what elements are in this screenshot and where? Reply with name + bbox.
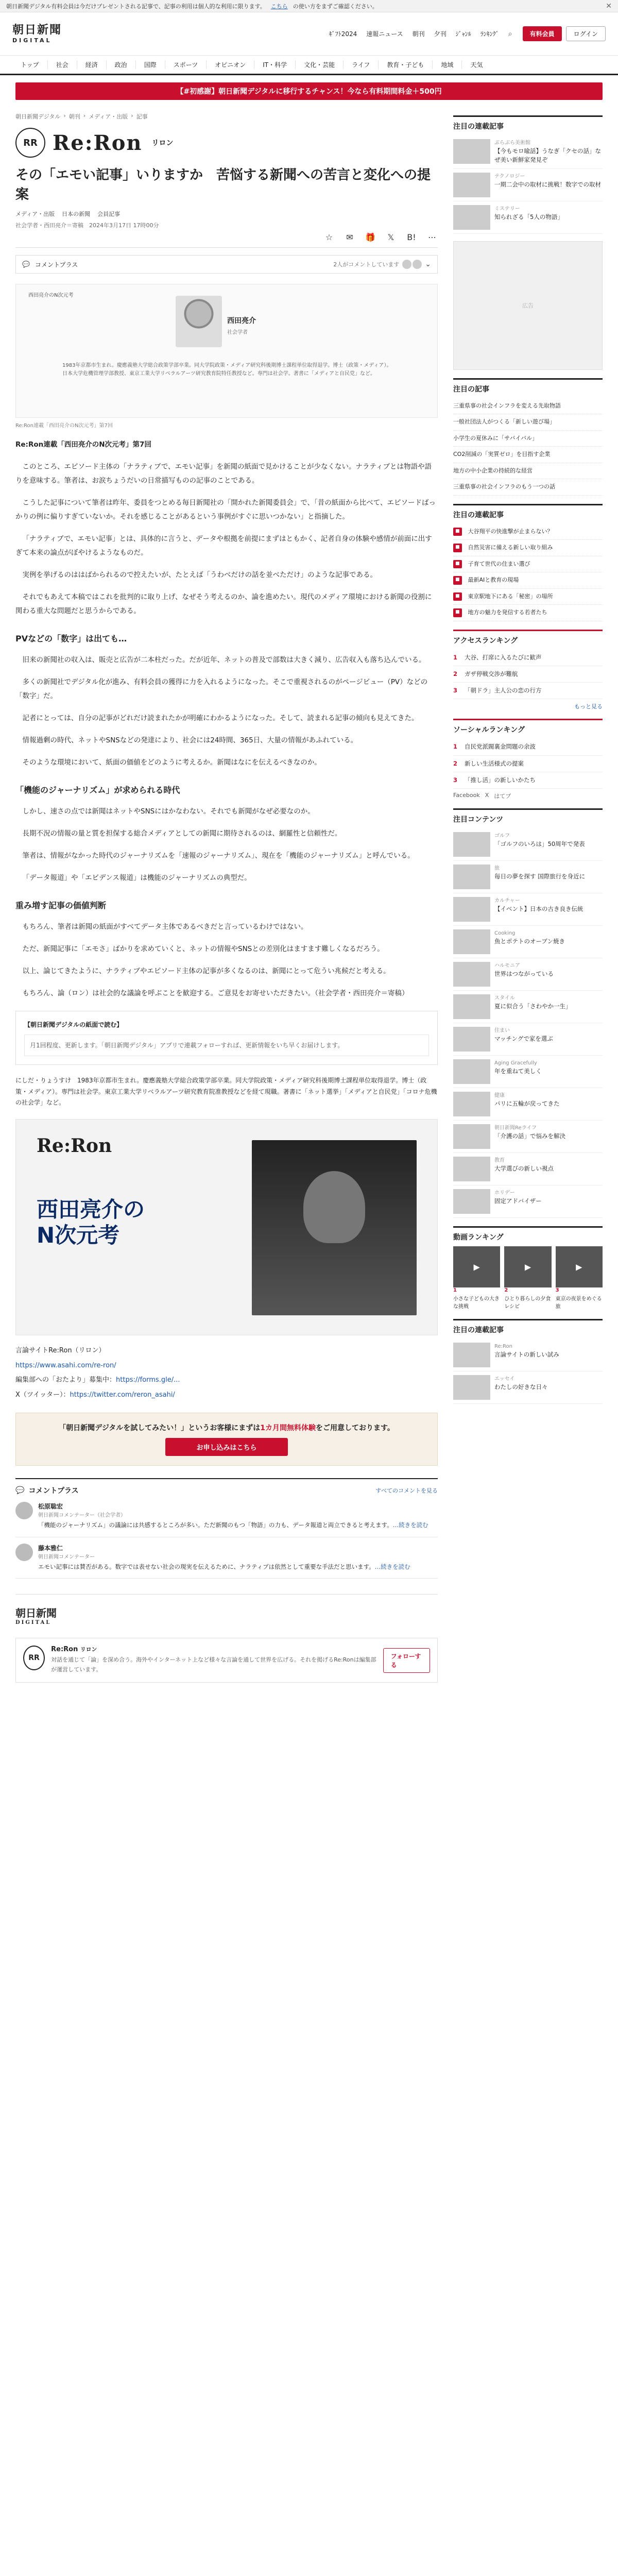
ranking-item[interactable] — [453, 666, 603, 683]
item-title: 魚とポテトのオーブン焼き — [494, 938, 565, 945]
item-title: わたしの好きな日々 — [494, 1383, 548, 1391]
series-author-sub: リロン — [80, 1646, 97, 1653]
author-photo — [252, 1140, 417, 1315]
comment-text — [38, 1520, 428, 1531]
breadcrumb — [15, 112, 438, 121]
avatar — [15, 1544, 33, 1561]
sidebar-link[interactable] — [453, 524, 603, 540]
sidebar-section-title: 動画ランキング — [453, 1226, 603, 1242]
item-title: 地方の魅力を発信する若者たち — [468, 609, 547, 616]
thumbnail — [453, 962, 490, 987]
item-title: 言論サイトの新しい試み — [494, 1351, 559, 1358]
sidebar-section-title: 注目の記事 — [453, 378, 603, 394]
rank-number: 3 — [453, 776, 458, 784]
sidebar-item[interactable] — [453, 1185, 603, 1218]
figure-author-role: 社会学者 — [227, 330, 248, 336]
search-icon[interactable]: ⌕ — [508, 29, 512, 38]
main-nav-item[interactable]: 文化・芸能 — [296, 60, 344, 69]
sidebar-section-title: 注目の連載記事 — [453, 504, 603, 520]
item-kicker: カルチャー — [494, 898, 520, 904]
hatena-icon[interactable]: B! — [407, 232, 416, 243]
sidebar-item[interactable] — [453, 828, 603, 861]
bookmark-icon[interactable]: ☆ — [325, 232, 333, 243]
item-title: マッチングで家を選ぶ — [494, 1035, 553, 1042]
header-buttons — [523, 26, 606, 41]
item-title: ガザ停戦交渉が難航 — [465, 670, 518, 677]
rank-number: 2 — [453, 670, 458, 677]
main-nav-item[interactable]: 社会 — [48, 60, 77, 69]
trial-promo-post: をご用意しております。 — [316, 1424, 394, 1433]
paragraph: そのような環境において、紙面の価値をどのように考えるか。新聞はなにを伝えるべきなのか。 — [22, 758, 321, 767]
special-contents — [453, 808, 603, 1218]
item-title: 一期二会中の取材に挑戦！数字での取材 — [494, 180, 601, 188]
author-portrait — [176, 296, 222, 347]
item-title: 自民党派閥裏金問題の余波 — [465, 743, 536, 751]
item-title: 子育て世代の住まい選び — [468, 560, 530, 567]
series-brand-sub: リロン — [151, 139, 174, 147]
thumbnail — [453, 173, 490, 197]
sidebar-item[interactable] — [453, 958, 603, 991]
reron-links — [15, 1344, 438, 1402]
author-profile: にしだ・りょうすけ 1983年京都市生まれ。慶應義塾大学総合政策学部卒業。同大学院政策・メディア研究科後期博士課程単位取得退学。博士（政策・メディア）。専門は社会学。東京工業大学リベラルアーツ研究教育院准教授などを経て現職。著書に「ネット選挙」「メディアと自民党」「コロナ危機の社会学」など。 — [15, 1077, 437, 1107]
sidebar-link[interactable] — [453, 556, 603, 573]
paragraph: 実例を挙げるのははばかられるので控えたいが、たとえば「うわべだけの話を並べただけ」のような記事である。 — [22, 571, 377, 580]
video-item[interactable] — [556, 1246, 603, 1311]
sidebar-link[interactable]: CO2削減の「実質ゼロ」を目指す企業 — [453, 447, 603, 463]
tab-facebook[interactable]: Facebook — [453, 792, 480, 799]
sidebar-link[interactable]: 地方の中小企業の持続的な経営 — [453, 463, 603, 480]
chevron-down-icon[interactable]: ⌄ — [425, 260, 431, 269]
header-nav-breaking[interactable]: 速報ニュース — [366, 30, 403, 38]
breadcrumb-item[interactable]: 朝刊 — [68, 113, 80, 120]
commenter-role: 朝日新聞コメンテーター（社会学者） — [38, 1513, 126, 1519]
item-title: 「ゴルフのいろは」50周年で発表 — [494, 840, 585, 848]
main-nav-item[interactable]: IT・科学 — [254, 60, 296, 69]
sidebar-item[interactable] — [453, 201, 603, 234]
thumbnail — [453, 865, 490, 889]
rank-number: 1 — [453, 743, 458, 751]
series-author-name — [51, 1646, 376, 1653]
login-button[interactable]: ログイン — [566, 26, 606, 41]
ranking-item[interactable] — [453, 650, 603, 666]
comment-body: エモい記事には賛否がある。数字では表せない社会の現実を伝えるために、ナラティブは依然として重要な手法だと思います。 — [38, 1563, 375, 1570]
trial-promo — [15, 1413, 438, 1466]
footer-logo[interactable] — [15, 1605, 57, 1625]
figure-author-name: 西田亮介 — [227, 317, 256, 326]
reron-site-label: 言論サイトRe:Ron（リロン） — [15, 1346, 106, 1354]
mail-icon[interactable]: ✉ — [346, 232, 353, 243]
sidebar — [453, 107, 603, 1683]
promo-series-title: 西田亮介の N次元考 — [37, 1196, 145, 1248]
sidebar-item[interactable] — [453, 1153, 603, 1185]
tab-x[interactable]: X — [485, 792, 489, 799]
paragraph: 多くの新聞社でデジタル化が進み、有料会員の獲得に力を入れるようになった。そこで重視されるのがページビュー（PV）などの「数字」だ。 — [15, 678, 428, 701]
item-title: 夏に似合う「さわやか一生」 — [494, 1003, 572, 1010]
paragraph: このところ、エピソード主体の「ナラティブで、エモい記事」を新聞の紙面で見かけることが少なくない。ナラティブとは物語や語りを意味する。筆者は、お涙ちょうだいの日常描写ものの記事のことである。 — [15, 463, 432, 485]
header-nav-morning[interactable]: 朝刊 — [412, 30, 425, 38]
thumbnail — [453, 1375, 490, 1400]
paragraph: こうした記事について筆者は昨年、委員をつとめる毎日新聞社の「開かれた新聞委員会」で、「昔の紙面から比べて、エピソードばっかりの例に偏りすぎていないか。それを感じることがあるという事例がすぐに思いつかない」と指摘した。 — [15, 499, 436, 521]
x-icon[interactable]: 𝕏 — [387, 232, 394, 243]
item-title: 自然災害に備える新しい取り組み — [468, 544, 553, 551]
access-ranking — [453, 630, 603, 711]
main-nav-item[interactable]: 地域 — [433, 60, 462, 69]
mailbox-link[interactable]: https://forms.gle/... — [116, 1376, 180, 1384]
sidebar-item[interactable] — [453, 1121, 603, 1153]
page-body — [0, 100, 618, 1683]
comment-plus-title: コメントプラス — [28, 1487, 79, 1496]
ranking-item[interactable] — [453, 756, 603, 772]
main-nav-item[interactable]: 天気 — [470, 61, 483, 69]
sidebar-section-title: ソーシャルランキング — [453, 719, 603, 735]
campaign-banner[interactable]: 【#初感謝】朝日新聞デジタルに移行するチャンス！今なら有料期間料金＋500円 — [15, 82, 603, 100]
trial-promo-highlight: 1カ月間無料体験 — [260, 1424, 316, 1433]
series-brand-badge: RR — [23, 1646, 45, 1670]
thumbnail — [453, 205, 490, 230]
author-figure — [15, 284, 438, 418]
item-kicker: ハルモニア — [494, 963, 520, 969]
sidebar-section-title: 注目コンテンツ — [453, 808, 603, 824]
breadcrumb-separator: › — [63, 112, 66, 119]
article-title: その「エモい記事」いりますか 苦悩する新聞への苦言と変化への提案 — [15, 167, 431, 202]
new-badge: ■ — [453, 608, 462, 617]
breadcrumb-item[interactable]: メディア・出版 — [89, 113, 128, 120]
tab-hatena[interactable]: はてブ — [494, 793, 511, 800]
paragraph: 「ナラティブで、エモい記事」とは、具体的に言うと、データや根拠を前提にまずはともかく、記者自身の体験や感情が前面に出すぎて本来の論点がぼやけるようなものだ。 — [15, 535, 432, 557]
item-kicker: 旅 — [494, 866, 500, 871]
sidebar-pr — [453, 378, 603, 496]
trial-signup-button[interactable]: お申し込みはこちら — [165, 1438, 287, 1456]
video-item[interactable] — [504, 1246, 551, 1311]
rank-number: 3 — [555, 1287, 559, 1293]
paragraph: 記者にとっては、自分の記事がどれだけ読まれたかが明確にわかるようになった。そして、読まれる記事の傾向も見えてきた。 — [22, 714, 419, 723]
series-notice-label: 【朝日新聞デジタルの紙面で読む】 — [24, 1021, 123, 1029]
commenter-role: 朝日新聞コメンテーター — [38, 1554, 95, 1560]
item-title: 大谷翔平の快進撃が止まらない？ — [468, 528, 553, 535]
play-icon — [504, 1246, 551, 1287]
close-icon[interactable]: ✕ — [606, 2, 612, 10]
item-kicker: Aging Gracefully — [494, 1060, 537, 1066]
item-kicker: Re:Ron — [494, 1344, 512, 1349]
sidebar-item[interactable] — [453, 135, 603, 169]
main-nav-item[interactable]: スポーツ — [165, 60, 207, 69]
section-heading: Re:Ron連載「西田亮介のN次元考」第7回 — [15, 440, 151, 449]
new-badge: ■ — [453, 560, 462, 569]
video-grid — [453, 1246, 603, 1311]
ranking-item[interactable] — [453, 739, 603, 755]
main-nav-item[interactable]: 教育・子ども — [379, 60, 433, 69]
paragraph: それでもあえて本稿ではこれを批判的に取り上げ、なぜそう考えるのか、論を進めたい。現代のメディア環境における新聞の役割に関わる重大な問題だと思うからである。 — [15, 593, 432, 616]
promo-brand: Re:Ron — [37, 1134, 112, 1157]
read-more-link[interactable]: …続きを読む — [374, 1563, 410, 1570]
article-byline: 社会学者・西田亮介＝寄稿 2024年3月17日 17時00分 — [15, 222, 159, 229]
thumbnail — [453, 1059, 490, 1084]
top-notice-text: 朝日新聞デジタル有料会員は今だけプレゼントされる記事で、記事の利用は個人的な利用に限ります。 — [6, 3, 266, 10]
comment-plus-bar[interactable] — [15, 255, 438, 274]
item-title: 【イベント】日本の古き良き伝統 — [494, 905, 583, 912]
sidebar-link[interactable] — [453, 605, 603, 621]
item-kicker: テクノロジー — [494, 173, 525, 179]
trial-promo-text — [25, 1422, 428, 1433]
breadcrumb-item: 記事 — [136, 113, 148, 120]
share-bar — [15, 232, 438, 248]
header-nav-gift[interactable]: ｷﾞﾌﾄ2024 — [329, 30, 357, 38]
sidebar-item[interactable] — [453, 926, 603, 958]
paragraph: 旧来の新聞社の収入は、販売と広告が二本柱だった。だが近年、ネットの普及で部数は大きく減り、広告収入も落ち込んでいる。 — [22, 656, 426, 665]
item-title: 大学選びの新しい視点 — [494, 1165, 554, 1172]
article-tag[interactable]: 日本の新聞 — [62, 211, 91, 218]
item-title: 「推し活」の新しいかたち — [465, 776, 536, 784]
series-notice-text: 月1回程度、更新します。「朝日新聞デジタル」アプリで連載フォローすれば、更新情報をいち早くお届けします。 — [24, 1035, 429, 1056]
paragraph: もちろん、筆者は新聞の紙面がすべてデータ主体であるべきだと言っているわけではない。 — [22, 923, 308, 931]
sidebar-ad[interactable]: 広告 — [453, 241, 603, 370]
series-author-card — [15, 1638, 438, 1682]
comment-plus-header — [15, 1485, 438, 1496]
item-title: 最新AIと教育の現場 — [468, 577, 519, 583]
sidebar-link[interactable] — [453, 589, 603, 605]
figure-caption: Re:Ron連載「西田亮介のN次元考」第7回 — [15, 423, 113, 429]
commenter-name[interactable]: 松原聡宏 — [38, 1503, 63, 1511]
header-nav-evening[interactable]: 夕刊 — [434, 30, 447, 38]
header-nav — [329, 29, 512, 38]
follow-button[interactable]: フォローする — [383, 1648, 430, 1673]
comment-plus-label: コメントプラス — [35, 261, 78, 268]
rank-number: 3 — [453, 687, 458, 694]
item-title: 世界はつながっている — [494, 970, 554, 977]
rank-number: 1 — [453, 1287, 457, 1293]
figure-series-name: 西田亮介のN次元考 — [28, 293, 74, 299]
series-notice — [15, 1011, 438, 1065]
x-link[interactable]: https://twitter.com/reron_asahi/ — [70, 1391, 175, 1399]
sidebar-item[interactable] — [453, 1088, 603, 1121]
footer-logo-line-1: 朝日新聞 — [15, 1607, 57, 1620]
sidebar-item[interactable] — [453, 1339, 603, 1371]
rank-number: 2 — [453, 759, 458, 767]
main-nav — [0, 56, 618, 75]
breadcrumb-item[interactable]: 朝日新聞デジタル — [15, 113, 61, 120]
paragraph: 長期不況の情報の量と質を担保する総合メディアとしての新聞に期待されるのは、網羅性と信頼性だ。 — [22, 829, 342, 838]
sidebar-item[interactable] — [453, 1056, 603, 1088]
item-title: 「朝ドラ」主人公の恋の行方 — [465, 687, 542, 694]
new-badge: ■ — [453, 528, 462, 536]
item-title: パリに五輪が戻ってきた — [494, 1100, 560, 1107]
paragraph: 情報過剰の時代、ネットやSNSなどの発達により、社会には24時間、365日、大量の情報があふれている。 — [22, 736, 358, 745]
top-notice-link[interactable]: こちら — [270, 3, 288, 10]
top-notice-text-2: の使い方をまずご確認ください。 — [293, 3, 378, 10]
main-nav-item[interactable]: ライフ — [344, 60, 379, 69]
header-nav-genre[interactable]: ｼﾞｬﾝﾙ — [455, 30, 471, 38]
item-kicker: エッセイ — [494, 1376, 515, 1382]
avatar — [402, 260, 411, 269]
play-icon — [453, 1246, 500, 1287]
item-title: 新しい生活様式の提案 — [465, 759, 524, 767]
item-title: 【今もモロ喩話】うなぎ「クセの話」なぜ美い新鮮家発見ぞ — [494, 147, 601, 164]
sidebar-item[interactable] — [453, 1371, 603, 1404]
sidebar-item[interactable] — [453, 893, 603, 926]
section-heading: 重み増す記事の価値判断 — [15, 901, 107, 911]
article-footer — [15, 1594, 438, 1625]
paragraph: 「データ報道」や「エビデンス報道」は機能のジャーナリズムの典型だ。 — [22, 874, 251, 883]
item-title: 「介護の話」で悩みを解決 — [494, 1132, 565, 1140]
social-ranking — [453, 719, 603, 800]
section-heading: 「機能のジャーナリズム」が求められる時代 — [15, 785, 180, 795]
comment-icon: 💬 — [15, 1486, 25, 1495]
sidebar-item[interactable] — [453, 1023, 603, 1056]
series-brand[interactable] — [15, 128, 438, 158]
commenter-name[interactable]: 藤本雅仁 — [38, 1544, 63, 1552]
all-comments-link[interactable]: すべてのコメントを見る — [375, 1487, 438, 1495]
ranking-item[interactable] — [453, 683, 603, 699]
comment-body: 「機能のジャーナリズム」の議論には共感するところが多い。ただ新聞のもつ「物語」の力も、データ報道と両立できると考えます。 — [38, 1521, 393, 1529]
header-nav-ranking[interactable]: ﾗﾝｷﾝｸﾞ — [480, 30, 499, 38]
video-item[interactable] — [453, 1246, 500, 1311]
breadcrumb-separator: › — [131, 112, 133, 119]
thumbnail — [453, 994, 490, 1019]
series-author-name-text: Re:Ron — [51, 1646, 78, 1654]
sidebar-featured — [453, 504, 603, 621]
thumbnail — [453, 1189, 490, 1214]
more-icon[interactable]: ⋯ — [428, 232, 436, 243]
item-kicker: ぶらぶら美術館 — [494, 140, 530, 146]
new-badge: ■ — [453, 592, 462, 601]
series-author-desc: 対話を通じて「論」を深め合う。海外やインターネット上など様々な言論を通して世界を広げる。それを掲げるRe:Ronは編集部が運営しています。 — [51, 1656, 376, 1673]
item-kicker: ミステリー — [494, 206, 520, 212]
item-kicker: Cooking — [494, 930, 516, 936]
item-title: 東京駅地下にある「秘密」の場所 — [468, 592, 553, 600]
section-heading: PVなどの「数字」は出ても… — [15, 634, 127, 644]
new-badge: ■ — [453, 544, 462, 552]
comment-count: 2人がコメントしています — [333, 261, 400, 268]
series-brand-badge: RR — [15, 128, 45, 158]
thumbnail — [453, 1157, 490, 1181]
comment-text — [38, 1562, 410, 1572]
avatar — [15, 1502, 33, 1519]
sidebar-link[interactable] — [453, 572, 603, 589]
sidebar-link[interactable]: 一般社団法人がつくる「新しい遊び場」 — [453, 414, 603, 431]
play-icon — [556, 1246, 603, 1287]
subscribe-button[interactable]: 有料会員 — [523, 26, 562, 41]
series-brand-logo: Re:Ron — [53, 130, 143, 155]
item-title: 東京の夜景をめぐる旅 — [555, 1296, 602, 1310]
ranking-item[interactable] — [453, 772, 603, 789]
thumbnail — [453, 139, 490, 164]
paragraph: ただ、新聞記事に「エモさ」ばかりを求めていくと、ネットの情報やSNSとの差別化はますます難しくなるだろう。 — [22, 945, 384, 954]
thumbnail — [453, 1124, 490, 1149]
sidebar-item[interactable] — [453, 169, 603, 201]
thumbnail — [453, 1092, 490, 1116]
item-kicker: ゴルフ — [494, 833, 510, 839]
top-notice-bar — [0, 0, 618, 12]
item-title: 年を重ねて美しく — [494, 1067, 542, 1075]
paragraph: もちろん、論（ロン）は社会的な議論を呼ぶことを歓迎する。ご意見をお寄せいただきたい。（社会学者・西田亮介＝寄稿） — [22, 989, 409, 998]
thumbnail — [453, 897, 490, 922]
sidebar-section-title: アクセスランキング — [453, 630, 603, 646]
sidebar-item[interactable] — [453, 861, 603, 893]
item-kicker: スタイル — [494, 995, 515, 1001]
item-kicker: ホリデー — [494, 1190, 515, 1196]
site-header — [0, 12, 618, 56]
sidebar-recommend — [453, 115, 603, 234]
article-column — [15, 107, 438, 1683]
item-title: 小さな子どもの大きな挑戦 — [453, 1296, 500, 1310]
item-title: 毎日の夢を探す 国際旅行を身近に — [494, 873, 586, 880]
breadcrumb-separator: › — [83, 112, 86, 119]
main-nav-item[interactable]: 政治 — [107, 60, 136, 69]
video-ranking — [453, 1226, 603, 1311]
member-badge: 会員記事 — [97, 211, 121, 218]
item-kicker: 教育 — [494, 1158, 505, 1163]
comment-plus-section — [15, 1478, 438, 1579]
article-body — [15, 438, 438, 1001]
sidebar-link[interactable]: 小学生の夏休みに「サバイバル」 — [453, 431, 603, 447]
gift-icon[interactable]: 🎁 — [365, 232, 375, 243]
mailbox-label: 編集部への「おたより」募集中： — [15, 1376, 116, 1384]
reron-site-link[interactable]: https://www.asahi.com/re-ron/ — [15, 1361, 116, 1369]
thumbnail — [453, 929, 490, 954]
thumbnail — [453, 1343, 490, 1367]
rank-number: 2 — [504, 1287, 508, 1293]
logo-line-1: 朝日新聞 — [12, 23, 62, 37]
article-tag[interactable]: メディア・出版 — [15, 211, 55, 218]
sidebar-section-title: 注目の連載記事 — [453, 115, 603, 131]
item-title: ひとり暮らしの夕食レシピ — [504, 1296, 551, 1310]
footer-logo-line-2: DIGITAL — [15, 1620, 52, 1626]
main-nav-item[interactable]: トップ — [12, 60, 48, 69]
item-title: 知られざる「5人の物語」 — [494, 213, 563, 221]
sidebar-link[interactable] — [453, 540, 603, 556]
comment-plus-summary — [333, 260, 431, 269]
new-badge: ■ — [453, 576, 462, 585]
more-link[interactable]: もっと見る — [574, 703, 603, 710]
sidebar-item[interactable] — [453, 991, 603, 1023]
paragraph: 以上、論じてきたように、ナラティブやエピソード主体の記事が多くなるのは、新聞にとって危うい兆候だと考える。 — [22, 967, 390, 976]
avatar — [413, 260, 422, 269]
main-nav-item[interactable]: 経済 — [77, 60, 107, 69]
item-kicker: 健康 — [494, 1093, 505, 1098]
article-tags — [15, 210, 438, 218]
sidebar-extra — [453, 1319, 603, 1404]
paragraph: 筆者は、情報がなかった時代のジャーナリズムを「速報のジャーナリズム」、現在を「機能のジャーナリズム」と呼んでいる。 — [22, 852, 415, 860]
main-nav-item[interactable]: 国際 — [136, 60, 165, 69]
item-kicker: 朝日新聞Reライフ — [494, 1125, 537, 1131]
x-label: X（ツイッター）： — [15, 1391, 70, 1399]
item-title: 大谷、打席に入るたびに歓声 — [465, 653, 542, 661]
sidebar-section-title: 注目の連載記事 — [453, 1319, 603, 1335]
paragraph: しかし、速さの点では新聞はネットやSNSにはかなわない。それでも新聞がなぜ必要なのか。 — [22, 807, 315, 816]
comment-item — [15, 1537, 438, 1579]
series-promo-image — [15, 1119, 438, 1335]
figure-author-bio: 1983年京都市生まれ。慶應義塾大学総合政策学部卒業。同大学院政策・メディア研究科後期博士課程単位取得退学。博士（政策・メディア）。日本大学危機管理学部教授、東京工業大学リベラルアーツ研究教育院特任教授など。専門は社会学。著書に「メディアと自民党」など。 — [62, 363, 392, 377]
social-tabs — [453, 792, 603, 800]
thumbnail — [453, 832, 490, 857]
read-more-link[interactable]: …続きを読む — [392, 1521, 428, 1529]
logo-line-2: DIGITAL — [12, 37, 52, 44]
comment-item — [15, 1496, 438, 1537]
item-title: 固定アドバイザー — [494, 1197, 542, 1205]
comment-icon: 💬 — [22, 261, 30, 268]
sidebar-link[interactable]: 三重県事の社会インフラのもう一つの話 — [453, 479, 603, 496]
main-nav-item[interactable]: オピニオン — [207, 60, 254, 69]
thumbnail — [453, 1027, 490, 1052]
item-kicker: 住まい — [494, 1028, 510, 1033]
commenter-avatars — [402, 260, 422, 269]
trial-promo-pre: 「朝日新聞デジタルを試してみたい！」というお客様にまずは — [59, 1424, 261, 1433]
rank-number: 1 — [453, 653, 458, 661]
sidebar-link[interactable]: 三重県事の社会インフラを変える先取物語 — [453, 398, 603, 415]
site-logo[interactable] — [12, 24, 62, 43]
